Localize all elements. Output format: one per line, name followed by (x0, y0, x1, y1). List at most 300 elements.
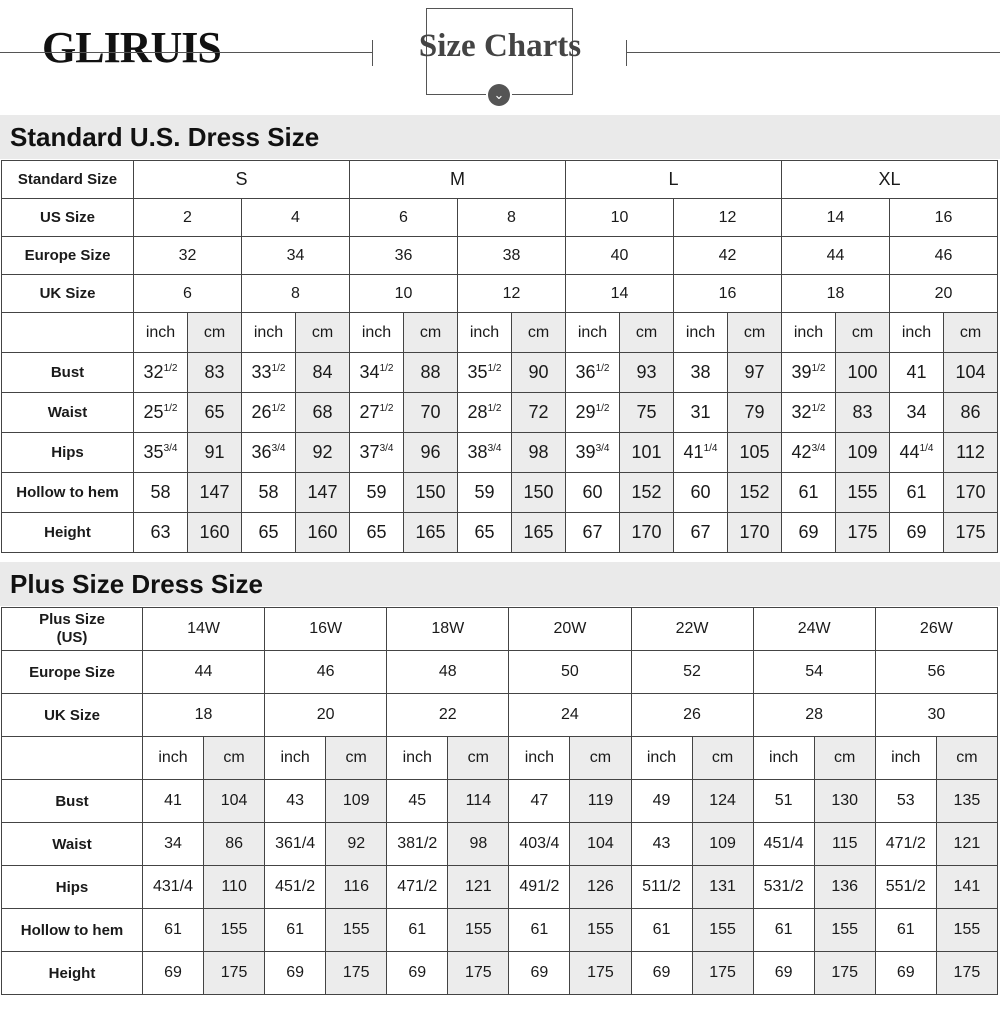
waist-cm-cell: 109 (692, 823, 753, 866)
waist-inch-cell (566, 393, 620, 433)
unit-inch: inch (265, 737, 326, 780)
bust-inch-cell (674, 353, 728, 393)
bust-inch-cell: 43 (265, 780, 326, 823)
row-label: Waist (2, 393, 134, 433)
inch-value: 29 (575, 402, 596, 422)
waist-cm-cell: 72 (512, 393, 566, 433)
hips-inch-cell: 511/2 (631, 866, 692, 909)
row-label: UK Size (2, 275, 134, 313)
waist-inch-cell: 451/4 (753, 823, 814, 866)
hollow-cm-cell: 152 (620, 473, 674, 513)
waist-cm-cell: 121 (936, 823, 997, 866)
size-letter: XL (782, 161, 998, 199)
europe-size-cell: 50 (509, 651, 631, 694)
height-cm-cell: 175 (814, 952, 875, 995)
hips-cm-cell: 105 (728, 433, 782, 473)
hips-inch-cell: 431/4 (143, 866, 204, 909)
height-cm-cell: 175 (570, 952, 631, 995)
header-rule-left (0, 52, 372, 53)
hips-inch-cell (458, 433, 512, 473)
inch-value: 32 (791, 402, 812, 422)
inch-value: 65 (474, 522, 495, 542)
inch-fraction: 3/4 (163, 443, 178, 454)
inch-value: 60 (690, 482, 711, 502)
height-inch-cell (458, 513, 512, 553)
unit-cm: cm (814, 737, 875, 780)
hollow-inch-cell (458, 473, 512, 513)
table-row (2, 513, 998, 553)
uk-size-cell: 16 (674, 275, 782, 313)
inch-fraction: 1/2 (271, 363, 286, 374)
unit-cm: cm (728, 313, 782, 353)
inch-value: 35 (143, 442, 164, 462)
waist-cm-cell: 65 (188, 393, 242, 433)
bust-cm-cell: 130 (814, 780, 875, 823)
inch-value: 38 (690, 362, 711, 382)
europe-size-cell: 46 (890, 237, 998, 275)
row-label: Waist (2, 823, 143, 866)
unit-inch: inch (566, 313, 620, 353)
us-size-cell: 4 (242, 199, 350, 237)
hollow-inch-cell: 61 (143, 909, 204, 952)
hollow-cm-cell: 155 (204, 909, 265, 952)
height-inch-cell (242, 513, 296, 553)
unit-inch: inch (875, 737, 936, 780)
bust-inch-cell: 51 (753, 780, 814, 823)
unit-cm: cm (204, 737, 265, 780)
hollow-cm-cell: 155 (836, 473, 890, 513)
plus-size-cell: 16W (265, 608, 387, 651)
size-letter: S (134, 161, 350, 199)
waist-inch-cell (458, 393, 512, 433)
hips-cm-cell: 116 (326, 866, 387, 909)
inch-fraction: 1/2 (379, 363, 394, 374)
inch-value: 61 (798, 482, 819, 502)
europe-size-cell: 54 (753, 651, 875, 694)
waist-inch-cell (350, 393, 404, 433)
waist-cm-cell: 92 (326, 823, 387, 866)
europe-size-cell: 32 (134, 237, 242, 275)
us-size-cell: 6 (350, 199, 458, 237)
hips-inch-cell (350, 433, 404, 473)
uk-size-cell: 22 (387, 694, 509, 737)
hollow-cm-cell: 147 (296, 473, 350, 513)
height-inch-cell (134, 513, 188, 553)
height-cm-cell: 175 (204, 952, 265, 995)
table-row (2, 866, 998, 909)
uk-size-cell: 30 (875, 694, 997, 737)
table-row (2, 737, 998, 780)
header (0, 0, 1000, 112)
inch-value: 59 (366, 482, 387, 502)
bust-inch-cell: 45 (387, 780, 448, 823)
bust-cm-cell: 84 (296, 353, 350, 393)
waist-inch-cell (782, 393, 836, 433)
hollow-inch-cell: 61 (631, 909, 692, 952)
inch-value: 27 (359, 402, 380, 422)
inch-value: 34 (359, 362, 380, 382)
bust-cm-cell: 90 (512, 353, 566, 393)
height-cm-cell: 160 (188, 513, 242, 553)
bust-cm-cell: 100 (836, 353, 890, 393)
hollow-cm-cell: 155 (570, 909, 631, 952)
unit-cm: cm (404, 313, 458, 353)
europe-size-cell: 36 (350, 237, 458, 275)
row-label: Bust (2, 780, 143, 823)
table-row (2, 909, 998, 952)
inch-fraction: 1/2 (379, 403, 394, 414)
bust-cm-cell: 109 (326, 780, 387, 823)
waist-inch-cell (674, 393, 728, 433)
hollow-cm-cell: 152 (728, 473, 782, 513)
inch-value: 42 (791, 442, 812, 462)
unit-inch: inch (674, 313, 728, 353)
table-row (2, 313, 998, 353)
hips-inch-cell: 551/2 (875, 866, 936, 909)
bust-inch-cell (242, 353, 296, 393)
unit-cm: cm (326, 737, 387, 780)
inch-fraction: 1/2 (487, 403, 502, 414)
inch-value: 39 (791, 362, 812, 382)
hips-cm-cell: 101 (620, 433, 674, 473)
inch-value: 65 (258, 522, 279, 542)
bust-cm-cell: 135 (936, 780, 997, 823)
inch-value: 58 (258, 482, 279, 502)
inch-value: 32 (143, 362, 164, 382)
height-cm-cell: 175 (836, 513, 890, 553)
hollow-inch-cell: 61 (387, 909, 448, 952)
unit-inch: inch (350, 313, 404, 353)
inch-value: 63 (150, 522, 171, 542)
height-inch-cell (674, 513, 728, 553)
inch-fraction: 3/4 (595, 443, 610, 454)
bust-inch-cell (350, 353, 404, 393)
us-size-cell: 2 (134, 199, 242, 237)
plus-size-cell: 20W (509, 608, 631, 651)
inch-value: 60 (582, 482, 603, 502)
hips-cm-cell: 110 (204, 866, 265, 909)
europe-size-cell: 46 (265, 651, 387, 694)
height-inch-cell (890, 513, 944, 553)
waist-inch-cell: 381/2 (387, 823, 448, 866)
unit-inch: inch (134, 313, 188, 353)
table-row (2, 393, 998, 433)
hollow-inch-cell: 61 (753, 909, 814, 952)
inch-value: 37 (359, 442, 380, 462)
inch-value: 59 (474, 482, 495, 502)
hollow-inch-cell (566, 473, 620, 513)
europe-size-cell: 34 (242, 237, 350, 275)
height-inch-cell: 69 (143, 952, 204, 995)
hollow-inch-cell (134, 473, 188, 513)
height-cm-cell: 165 (404, 513, 458, 553)
inch-fraction: 1/4 (703, 443, 718, 454)
table-row (2, 199, 998, 237)
title-frame-bottom-left (426, 94, 486, 95)
us-size-cell: 14 (782, 199, 890, 237)
hollow-cm-cell: 170 (944, 473, 998, 513)
inch-value: 25 (143, 402, 164, 422)
inch-value: 34 (906, 402, 927, 422)
unit-inch: inch (509, 737, 570, 780)
waist-cm-cell: 75 (620, 393, 674, 433)
hips-inch-cell (782, 433, 836, 473)
inch-fraction: 1/2 (595, 363, 610, 374)
waist-cm-cell: 86 (944, 393, 998, 433)
inch-value: 41 (906, 362, 927, 382)
waist-inch-cell (890, 393, 944, 433)
uk-size-cell: 18 (782, 275, 890, 313)
height-cm-cell: 175 (692, 952, 753, 995)
uk-size-cell: 8 (242, 275, 350, 313)
hips-inch-cell: 451/2 (265, 866, 326, 909)
title-frame-bottom-right (512, 94, 573, 95)
inch-value: 69 (798, 522, 819, 542)
row-label: Height (2, 513, 134, 553)
table-row (2, 237, 998, 275)
bust-cm-cell: 119 (570, 780, 631, 823)
hollow-cm-cell: 155 (814, 909, 875, 952)
hollow-inch-cell (350, 473, 404, 513)
inch-value: 61 (906, 482, 927, 502)
waist-cm-cell: 83 (836, 393, 890, 433)
hollow-inch-cell: 61 (875, 909, 936, 952)
hollow-inch-cell (242, 473, 296, 513)
hips-cm-cell: 96 (404, 433, 458, 473)
bust-inch-cell (134, 353, 188, 393)
inch-value: 41 (683, 442, 704, 462)
table-row (2, 952, 998, 995)
unit-cm: cm (692, 737, 753, 780)
height-cm-cell: 170 (620, 513, 674, 553)
waist-inch-cell (134, 393, 188, 433)
hips-cm-cell: 141 (936, 866, 997, 909)
hips-cm-cell: 136 (814, 866, 875, 909)
inch-fraction: 1/2 (163, 363, 178, 374)
hips-inch-cell (566, 433, 620, 473)
hips-inch-cell (134, 433, 188, 473)
empty-cell (2, 737, 143, 780)
row-label: US Size (2, 199, 134, 237)
waist-inch-cell (242, 393, 296, 433)
unit-inch: inch (387, 737, 448, 780)
height-inch-cell: 69 (387, 952, 448, 995)
inch-value: 26 (251, 402, 272, 422)
us-size-cell: 16 (890, 199, 998, 237)
waist-cm-cell: 104 (570, 823, 631, 866)
hips-cm-cell: 109 (836, 433, 890, 473)
bust-cm-cell: 88 (404, 353, 458, 393)
bust-cm-cell: 104 (944, 353, 998, 393)
plus-size-cell: 14W (143, 608, 265, 651)
inch-fraction: 3/4 (379, 443, 394, 454)
size-letter: M (350, 161, 566, 199)
table-row (2, 694, 998, 737)
waist-inch-cell: 403/4 (509, 823, 570, 866)
uk-size-cell: 26 (631, 694, 753, 737)
hollow-inch-cell (890, 473, 944, 513)
plus-size-cell: 22W (631, 608, 753, 651)
hips-inch-cell (674, 433, 728, 473)
standard-size-table (1, 160, 998, 553)
hollow-cm-cell: 155 (692, 909, 753, 952)
bust-inch-cell (566, 353, 620, 393)
hollow-cm-cell: 150 (404, 473, 458, 513)
unit-cm: cm (296, 313, 350, 353)
unit-inch: inch (458, 313, 512, 353)
height-inch-cell: 69 (631, 952, 692, 995)
table-row (2, 473, 998, 513)
europe-size-cell: 56 (875, 651, 997, 694)
row-label: Hollow to hem (2, 909, 143, 952)
inch-fraction: 3/4 (487, 443, 502, 454)
size-letter: L (566, 161, 782, 199)
brand-logo: GLIRUIS (42, 23, 221, 72)
unit-cm: cm (448, 737, 509, 780)
inch-fraction: 3/4 (811, 443, 826, 454)
uk-size-cell: 28 (753, 694, 875, 737)
waist-inch-cell: 471/2 (875, 823, 936, 866)
uk-size-cell: 6 (134, 275, 242, 313)
us-size-cell: 12 (674, 199, 782, 237)
bust-inch-cell: 47 (509, 780, 570, 823)
inch-value: 58 (150, 482, 171, 502)
row-label: UK Size (2, 694, 143, 737)
europe-size-cell: 44 (782, 237, 890, 275)
hollow-cm-cell: 150 (512, 473, 566, 513)
plus-section-title: Plus Size Dress Size (0, 562, 1000, 606)
waist-inch-cell: 361/4 (265, 823, 326, 866)
unit-cm: cm (620, 313, 674, 353)
waist-cm-cell: 86 (204, 823, 265, 866)
europe-size-cell: 44 (143, 651, 265, 694)
plus-size-table (1, 607, 998, 995)
unit-cm: cm (836, 313, 890, 353)
height-cm-cell: 175 (944, 513, 998, 553)
hips-inch-cell (242, 433, 296, 473)
unit-cm: cm (570, 737, 631, 780)
uk-size-cell: 24 (509, 694, 631, 737)
hips-cm-cell: 126 (570, 866, 631, 909)
hollow-cm-cell: 147 (188, 473, 242, 513)
unit-inch: inch (631, 737, 692, 780)
hollow-cm-cell: 155 (326, 909, 387, 952)
height-cm-cell: 175 (326, 952, 387, 995)
hips-cm-cell: 121 (448, 866, 509, 909)
unit-inch: inch (782, 313, 836, 353)
height-inch-cell: 69 (265, 952, 326, 995)
bust-inch-cell (782, 353, 836, 393)
inch-value: 44 (899, 442, 920, 462)
us-size-cell: 8 (458, 199, 566, 237)
row-label: Hips (2, 866, 143, 909)
uk-size-cell: 18 (143, 694, 265, 737)
row-label: Standard Size (2, 161, 134, 199)
europe-size-cell: 42 (674, 237, 782, 275)
inch-fraction: 1/2 (811, 363, 826, 374)
bust-cm-cell: 83 (188, 353, 242, 393)
table-row (2, 433, 998, 473)
waist-inch-cell: 34 (143, 823, 204, 866)
height-inch-cell (782, 513, 836, 553)
bust-inch-cell: 49 (631, 780, 692, 823)
height-cm-cell: 175 (936, 952, 997, 995)
uk-size-cell: 12 (458, 275, 566, 313)
hollow-inch-cell (782, 473, 836, 513)
inch-fraction: 1/2 (595, 403, 610, 414)
unit-inch: inch (242, 313, 296, 353)
row-label: Bust (2, 353, 134, 393)
unit-cm: cm (936, 737, 997, 780)
uk-size-cell: 20 (890, 275, 998, 313)
plus-size-cell: 26W (875, 608, 997, 651)
height-inch-cell (566, 513, 620, 553)
inch-fraction: 1/2 (271, 403, 286, 414)
hips-cm-cell: 92 (296, 433, 350, 473)
inch-value: 36 (575, 362, 596, 382)
table-row (2, 780, 998, 823)
hips-inch-cell: 531/2 (753, 866, 814, 909)
unit-cm: cm (512, 313, 566, 353)
europe-size-cell: 38 (458, 237, 566, 275)
row-label: Height (2, 952, 143, 995)
bust-inch-cell: 41 (143, 780, 204, 823)
title-frame-top (426, 8, 572, 9)
height-inch-cell: 69 (753, 952, 814, 995)
page-title: Size Charts (418, 28, 582, 64)
plus-size-cell: 18W (387, 608, 509, 651)
hips-inch-cell: 471/2 (387, 866, 448, 909)
plus-size-cell: 24W (753, 608, 875, 651)
us-size-cell: 10 (566, 199, 674, 237)
inch-fraction: 1/2 (811, 403, 826, 414)
inch-fraction: 1/2 (163, 403, 178, 414)
table-row (2, 608, 998, 651)
uk-size-cell: 10 (350, 275, 458, 313)
table-row (2, 651, 998, 694)
hips-inch-cell: 491/2 (509, 866, 570, 909)
inch-fraction: 1/4 (919, 443, 934, 454)
inch-value: 36 (251, 442, 272, 462)
bust-cm-cell: 114 (448, 780, 509, 823)
inch-value: 67 (690, 522, 711, 542)
inch-value: 33 (251, 362, 272, 382)
hollow-cm-cell: 155 (936, 909, 997, 952)
waist-cm-cell: 68 (296, 393, 350, 433)
height-inch-cell: 69 (875, 952, 936, 995)
europe-size-cell: 48 (387, 651, 509, 694)
height-cm-cell: 160 (296, 513, 350, 553)
hollow-inch-cell: 61 (509, 909, 570, 952)
standard-section-title: Standard U.S. Dress Size (0, 115, 1000, 159)
bust-cm-cell: 93 (620, 353, 674, 393)
height-cm-cell: 165 (512, 513, 566, 553)
waist-inch-cell: 43 (631, 823, 692, 866)
unit-cm: cm (188, 313, 242, 353)
unit-inch: inch (890, 313, 944, 353)
uk-size-cell: 14 (566, 275, 674, 313)
bust-inch-cell (890, 353, 944, 393)
waist-cm-cell: 79 (728, 393, 782, 433)
inch-value: 35 (467, 362, 488, 382)
europe-size-cell: 52 (631, 651, 753, 694)
hips-cm-cell: 112 (944, 433, 998, 473)
bust-cm-cell: 124 (692, 780, 753, 823)
europe-size-cell: 40 (566, 237, 674, 275)
inch-fraction: 3/4 (271, 443, 286, 454)
bust-cm-cell: 97 (728, 353, 782, 393)
hollow-inch-cell: 61 (265, 909, 326, 952)
